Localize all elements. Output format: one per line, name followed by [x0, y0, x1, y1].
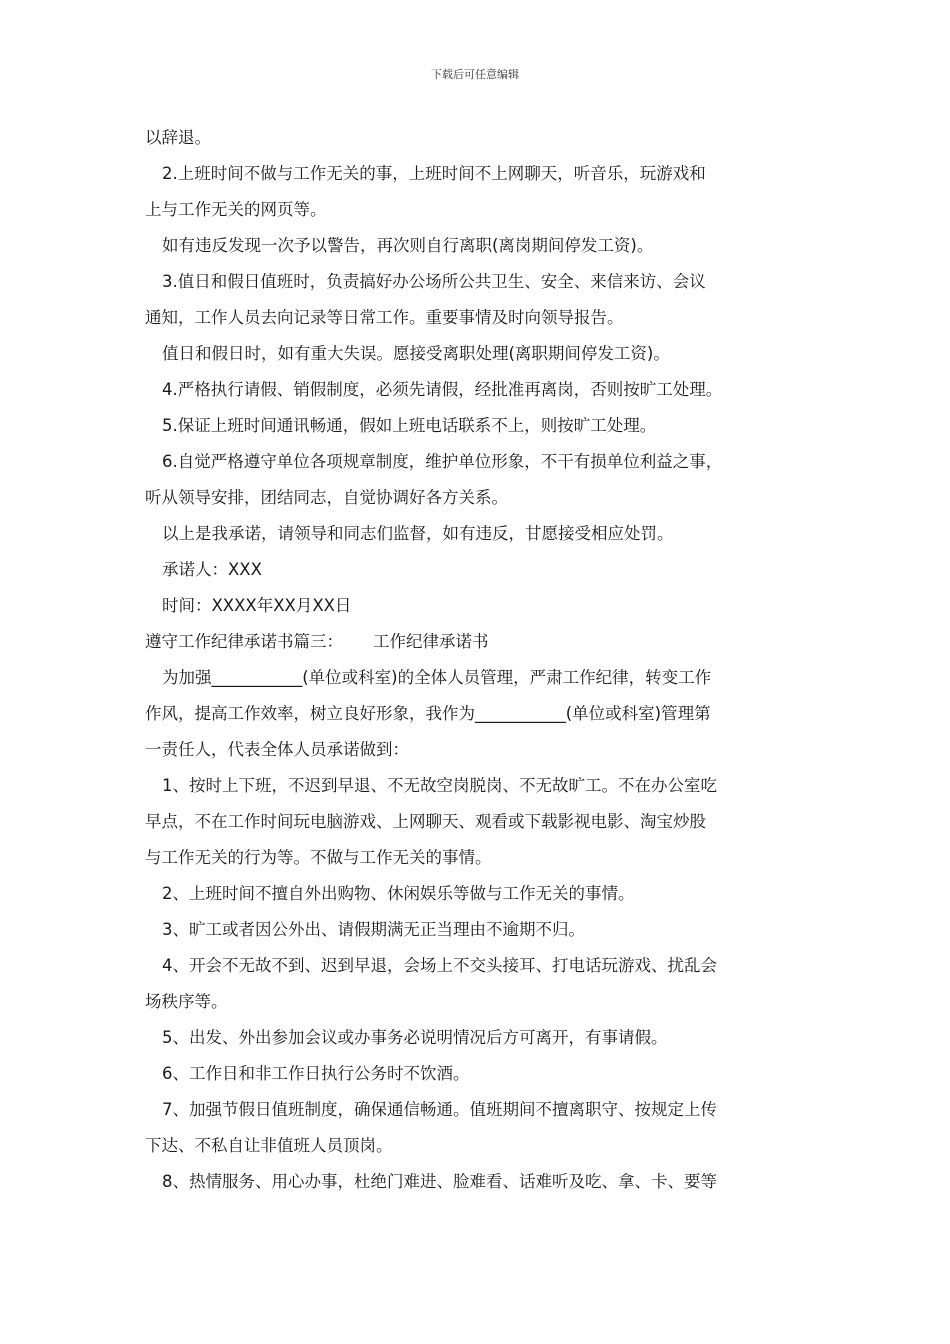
paragraph-line: 值日和假日时，如有重大失误。愿接受离职处理(离职期间停发工资)。: [162, 344, 670, 363]
paragraph-line: 早点，不在工作时间玩电脑游戏、上网聊天、观看或下载影视电影、淘宝炒股: [145, 812, 706, 831]
paragraph-line: 2、上班时间不擅自外出购物、休闲娱乐等做与工作无关的事情。: [162, 884, 635, 903]
paragraph-line: 听从领导安排，团结同志，自觉协调好各方关系。: [145, 488, 508, 507]
paragraph-line: 场秩序等。: [145, 992, 228, 1011]
paragraph-line: 5.保证上班时间通讯畅通，假如上班电话联系不上，则按旷工处理。: [162, 416, 657, 435]
paragraph-line: 与工作无关的行为等。不做与工作无关的事情。: [145, 848, 492, 867]
paragraph-line: 以辞退。: [145, 128, 211, 147]
paragraph-line: 为加强___________(单位或科室)的全体人员管理，严肃工作纪律，转变工作: [162, 668, 712, 687]
paragraph-line: 6.自觉严格遵守单位各项规章制度，维护单位形象，不干有损单位利益之事，: [162, 452, 723, 471]
paragraph-line: 上与工作无关的网页等。: [145, 200, 327, 219]
paragraph-line: 以上是我承诺，请领导和同志们监督，如有违反，甘愿接受相应处罚。: [162, 524, 674, 543]
paragraph-line: 4、开会不无故不到、迟到早退，会场上不交头接耳、打电话玩游戏、扰乱会: [162, 956, 717, 975]
paragraph-line: 作风，提高工作效率，树立良好形象，我作为___________(单位或科室)管理第: [145, 704, 711, 723]
paragraph-line: 3、旷工或者因公外出、请假期满无正当理由不逾期不归。: [162, 920, 585, 939]
paragraph-line: 6、工作日和非工作日执行公务时不饮酒。: [162, 1064, 470, 1083]
paragraph-line: 时间：XXXX年XX月XX日: [162, 596, 352, 615]
paragraph-line: 下达、不私自让非值班人员顶岗。: [145, 1136, 393, 1155]
paragraph-line: 1、按时上下班，不迟到早退、不无故空岗脱岗、不无故旷工。不在办公室吃: [162, 776, 717, 795]
paragraph-line: 5、出发、外出参加会议或办事务必说明情况后方可离开，有事请假。: [162, 1028, 668, 1047]
paragraph-line: 通知，工作人员去向记录等日常工作。重要事情及时向领导报告。: [145, 308, 624, 327]
document-body: [145, 120, 815, 1200]
paragraph-line: 3.值日和假日值班时，负责搞好办公场所公共卫生、安全、来信来访、会议: [162, 272, 706, 291]
paragraph-line: 承诺人：XXX: [162, 560, 262, 579]
paragraph-line: 7、加强节假日值班制度，确保通信畅通。值班期间不擅离职守、按规定上传: [162, 1100, 717, 1119]
paragraph-line: 8、热情服务、用心办事，杜绝门难进、脸难看、话难听及吃、拿、卡、要等: [162, 1172, 717, 1191]
page-header: 下载后可任意编辑: [431, 68, 519, 81]
section-heading: [145, 624, 815, 660]
section-one: [145, 120, 815, 624]
paragraph-line: 2.上班时间不做与工作无关的事，上班时间不上网聊天，听音乐，玩游戏和: [162, 164, 706, 183]
paragraph-line: 一责任人，代表全体人员承诺做到：: [145, 740, 409, 759]
section-two: [145, 660, 815, 1200]
paragraph-line: 4.严格执行请假、销假制度，必须先请假，经批准再离岗，否则按旷工处理。: [162, 380, 723, 399]
heading-part-1: 遵守工作纪律承诺书篇三：: [145, 632, 343, 651]
paragraph-line: 如有违反发现一次予以警告，再次则自行离职(离岗期间停发工资)。: [162, 236, 654, 255]
heading-part-2: 工作纪律承诺书: [373, 632, 489, 651]
